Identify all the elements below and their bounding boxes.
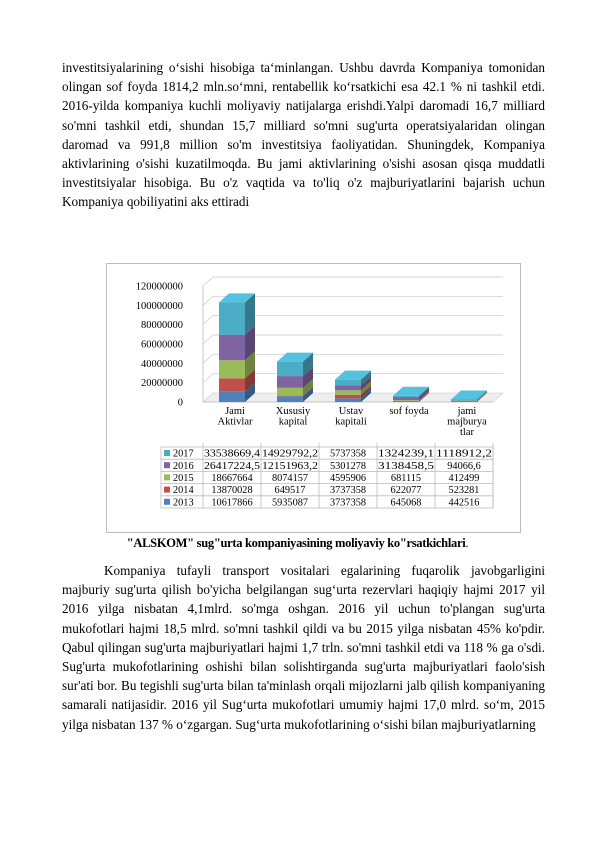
y-tick-label-2: 40000000 [141, 358, 183, 370]
legend-key-2016 [164, 462, 170, 468]
legend-name-2013: 2013 [173, 497, 194, 509]
table-value-2013-cat1: 5935087 [271, 497, 309, 509]
legend-name-2014: 2014 [173, 485, 194, 497]
bar-2017-cat3 [393, 396, 419, 397]
legend-key-2015 [164, 474, 170, 480]
category-label-0-1: Aktivlar [217, 416, 253, 428]
table-value-2015-cat3: 681115 [390, 473, 422, 484]
bar-2014-cat3 [393, 401, 419, 402]
y-tick-label-6: 120000000 [135, 281, 183, 293]
table-value-2014-cat4: 523281 [448, 485, 480, 497]
table-value-2017-cat3: 1324239,1 [378, 448, 434, 460]
bar-2014-cat0 [219, 378, 245, 391]
bar-2013-cat0 [219, 392, 245, 402]
category-label-4-2: tlar [460, 427, 474, 438]
bar-2015-cat1 [277, 388, 303, 396]
table-value-2015-cat0: 18667664 [211, 473, 253, 484]
bar-2013-cat2 [335, 398, 361, 402]
y-tick-label-1: 20000000 [141, 378, 183, 390]
table-value-2014-cat2: 3737358 [329, 485, 367, 497]
financial-indicators-chart [106, 263, 521, 533]
bar-2015-cat3 [393, 400, 419, 401]
y-tick-label-4: 80000000 [141, 320, 183, 332]
category-label-1-1: kapital [278, 416, 308, 428]
paragraph-bottom: Kompaniya tufayli transport vositalari egalarining fuqarolik javobgarligini majburiy sug'urta qilish bo'yicha belgilangan sug‘urta rezervlari haqiqiy hajmi 2017 yil 2016 yilga nisbatan 4,1mlrd. so'mga oshgan. 2016 yil uchun to'plangan sug'urta mukofotlari hajmi 18,5 mlrd. so'mni tashkil qildi va bu 2015 yilga nisbatan 45% ko'pdir. Qabul qilingan sug'urta majburiyatlari hajmi 1,7 trln. so'mni tashkil etdi va 118 % ga o'sdi. Sug'urta mukofotlarining oshishi bilan solishtirganda sug'urta majburiyatlari faolo'sish sur'ati bor. Bu tegishli sug'urta bilan ta'minlash orqali mijozlarni jalb qilish kompaniyaning samarali natijasidir. 2016 yil Sug‘urta mukofotlari umumiy hajmi 17,0 mlrd. so‘m, 2015 yilga nisbatan 137 % o‘zgargan. Sug‘urta mukofotlarining o‘sishi bilan majburiyatlarning [62, 563, 545, 732]
bar-2015-cat0 [219, 360, 245, 378]
stacked-bar-chart-svg [107, 264, 520, 532]
table-value-2017-cat4: 1118912,2 [436, 448, 492, 460]
table-value-2015-cat4: 412499 [448, 473, 480, 484]
chart-caption [0, 536, 595, 551]
y-tick-label-0: 0 [177, 397, 183, 409]
table-value-2013-cat3: 645068 [390, 497, 422, 509]
legend-name-2016: 2016 [173, 460, 194, 472]
table-value-2016-cat4: 94066,6 [447, 460, 481, 472]
bar-2016-cat2 [335, 385, 361, 390]
table-value-2013-cat0: 10617866 [211, 497, 253, 509]
bar-2017-cat2 [335, 380, 361, 386]
legend-name-2015: 2015 [173, 473, 194, 484]
bar-2013-cat3 [393, 401, 419, 402]
bar-2014-cat4 [451, 401, 477, 402]
category-label-2-1: kapitali [335, 416, 367, 428]
table-value-2017-cat1: 14929792,2 [262, 448, 318, 460]
table-value-2016-cat3: 3138458,5 [378, 460, 434, 472]
y-tick-label-5: 100000000 [135, 300, 183, 312]
table-value-2014-cat0: 13870028 [211, 485, 253, 497]
legend-name-2017: 2017 [173, 448, 194, 460]
category-label-3-0: sof foyda [389, 406, 429, 417]
category-label-0-0: Jami [225, 406, 245, 417]
legend-key-2017 [164, 450, 170, 456]
bar-2017-cat4 [451, 399, 477, 400]
table-value-2015-cat1: 8074157 [271, 473, 309, 484]
bar-2013-cat1 [277, 396, 303, 402]
table-value-2013-cat4: 442516 [448, 497, 480, 509]
bar-2014-cat2 [335, 395, 361, 399]
bar-2017-cat0 [219, 302, 245, 334]
table-value-2015-cat2: 4595906 [329, 473, 367, 484]
bar-2017-cat1 [277, 362, 303, 376]
gridline-6 [203, 277, 503, 286]
chart-caption-text: "ALSKOM" sug"urta kompaniyasining moliyaviy ko"rsatkichlari [126, 536, 466, 550]
bar-2014-cat1 [277, 396, 303, 397]
table-value-2014-cat3: 622077 [390, 485, 422, 497]
bar-2016-cat0 [219, 335, 245, 361]
legend-key-2014 [164, 487, 170, 493]
bar-2015-cat2 [335, 390, 361, 394]
table-value-2016-cat0: 26417224,5 [204, 460, 260, 472]
chart-caption-period: . [465, 536, 469, 550]
table-value-2014-cat1: 649517 [274, 485, 306, 497]
table-value-2013-cat2: 3737358 [329, 497, 367, 509]
bar-2016-cat3 [393, 397, 419, 400]
category-label-1-0: Xususiy [275, 406, 311, 417]
table-value-2017-cat0: 33538669,4 [204, 448, 260, 460]
paragraph-top: investitsiyalarining o‘sishi hisobiga ta‘minlangan. Ushbu davrda Kompaniya tomonidan olingan sof foyda 1814,2 mln.so‘mni, rentabellik ko‘rsatkichi esa 42.1 % ni tashkil etdi. 2016-yilda kompaniya kuchli moliyaviy natijalarga erishdi.Yalpi daromadi 16,7 milliard so'mni tashkil etdi, shundan 15,7 milliard so'mni sug'urta operatsiyalaridan olingan daromad va 991,8 million so'm investitsiya faoliyatidan. Shuningdek, Kompaniya aktivlarining o'sishi kuzatilmoqda. Bu jami aktivlarining o'sishi asosan qisqa muddatli investitsiyalar hisobiga. Bu o'z vaqtida va to'liq o'z majburiyatlarini bajarish uchun Kompaniya qobiliyatini aks ettiradi [62, 60, 545, 210]
table-value-2016-cat1: 12151963,2 [262, 460, 318, 472]
y-tick-label-3: 60000000 [141, 339, 183, 351]
table-value-2017-cat2: 5737358 [329, 448, 367, 460]
table-value-2016-cat2: 5301278 [329, 460, 367, 472]
bar-2016-cat1 [277, 376, 303, 388]
category-label-4-1: majburya [447, 416, 487, 428]
category-label-4-0: jami [457, 406, 477, 417]
legend-key-2013 [164, 499, 170, 505]
category-label-2-0: Ustav [338, 406, 364, 417]
